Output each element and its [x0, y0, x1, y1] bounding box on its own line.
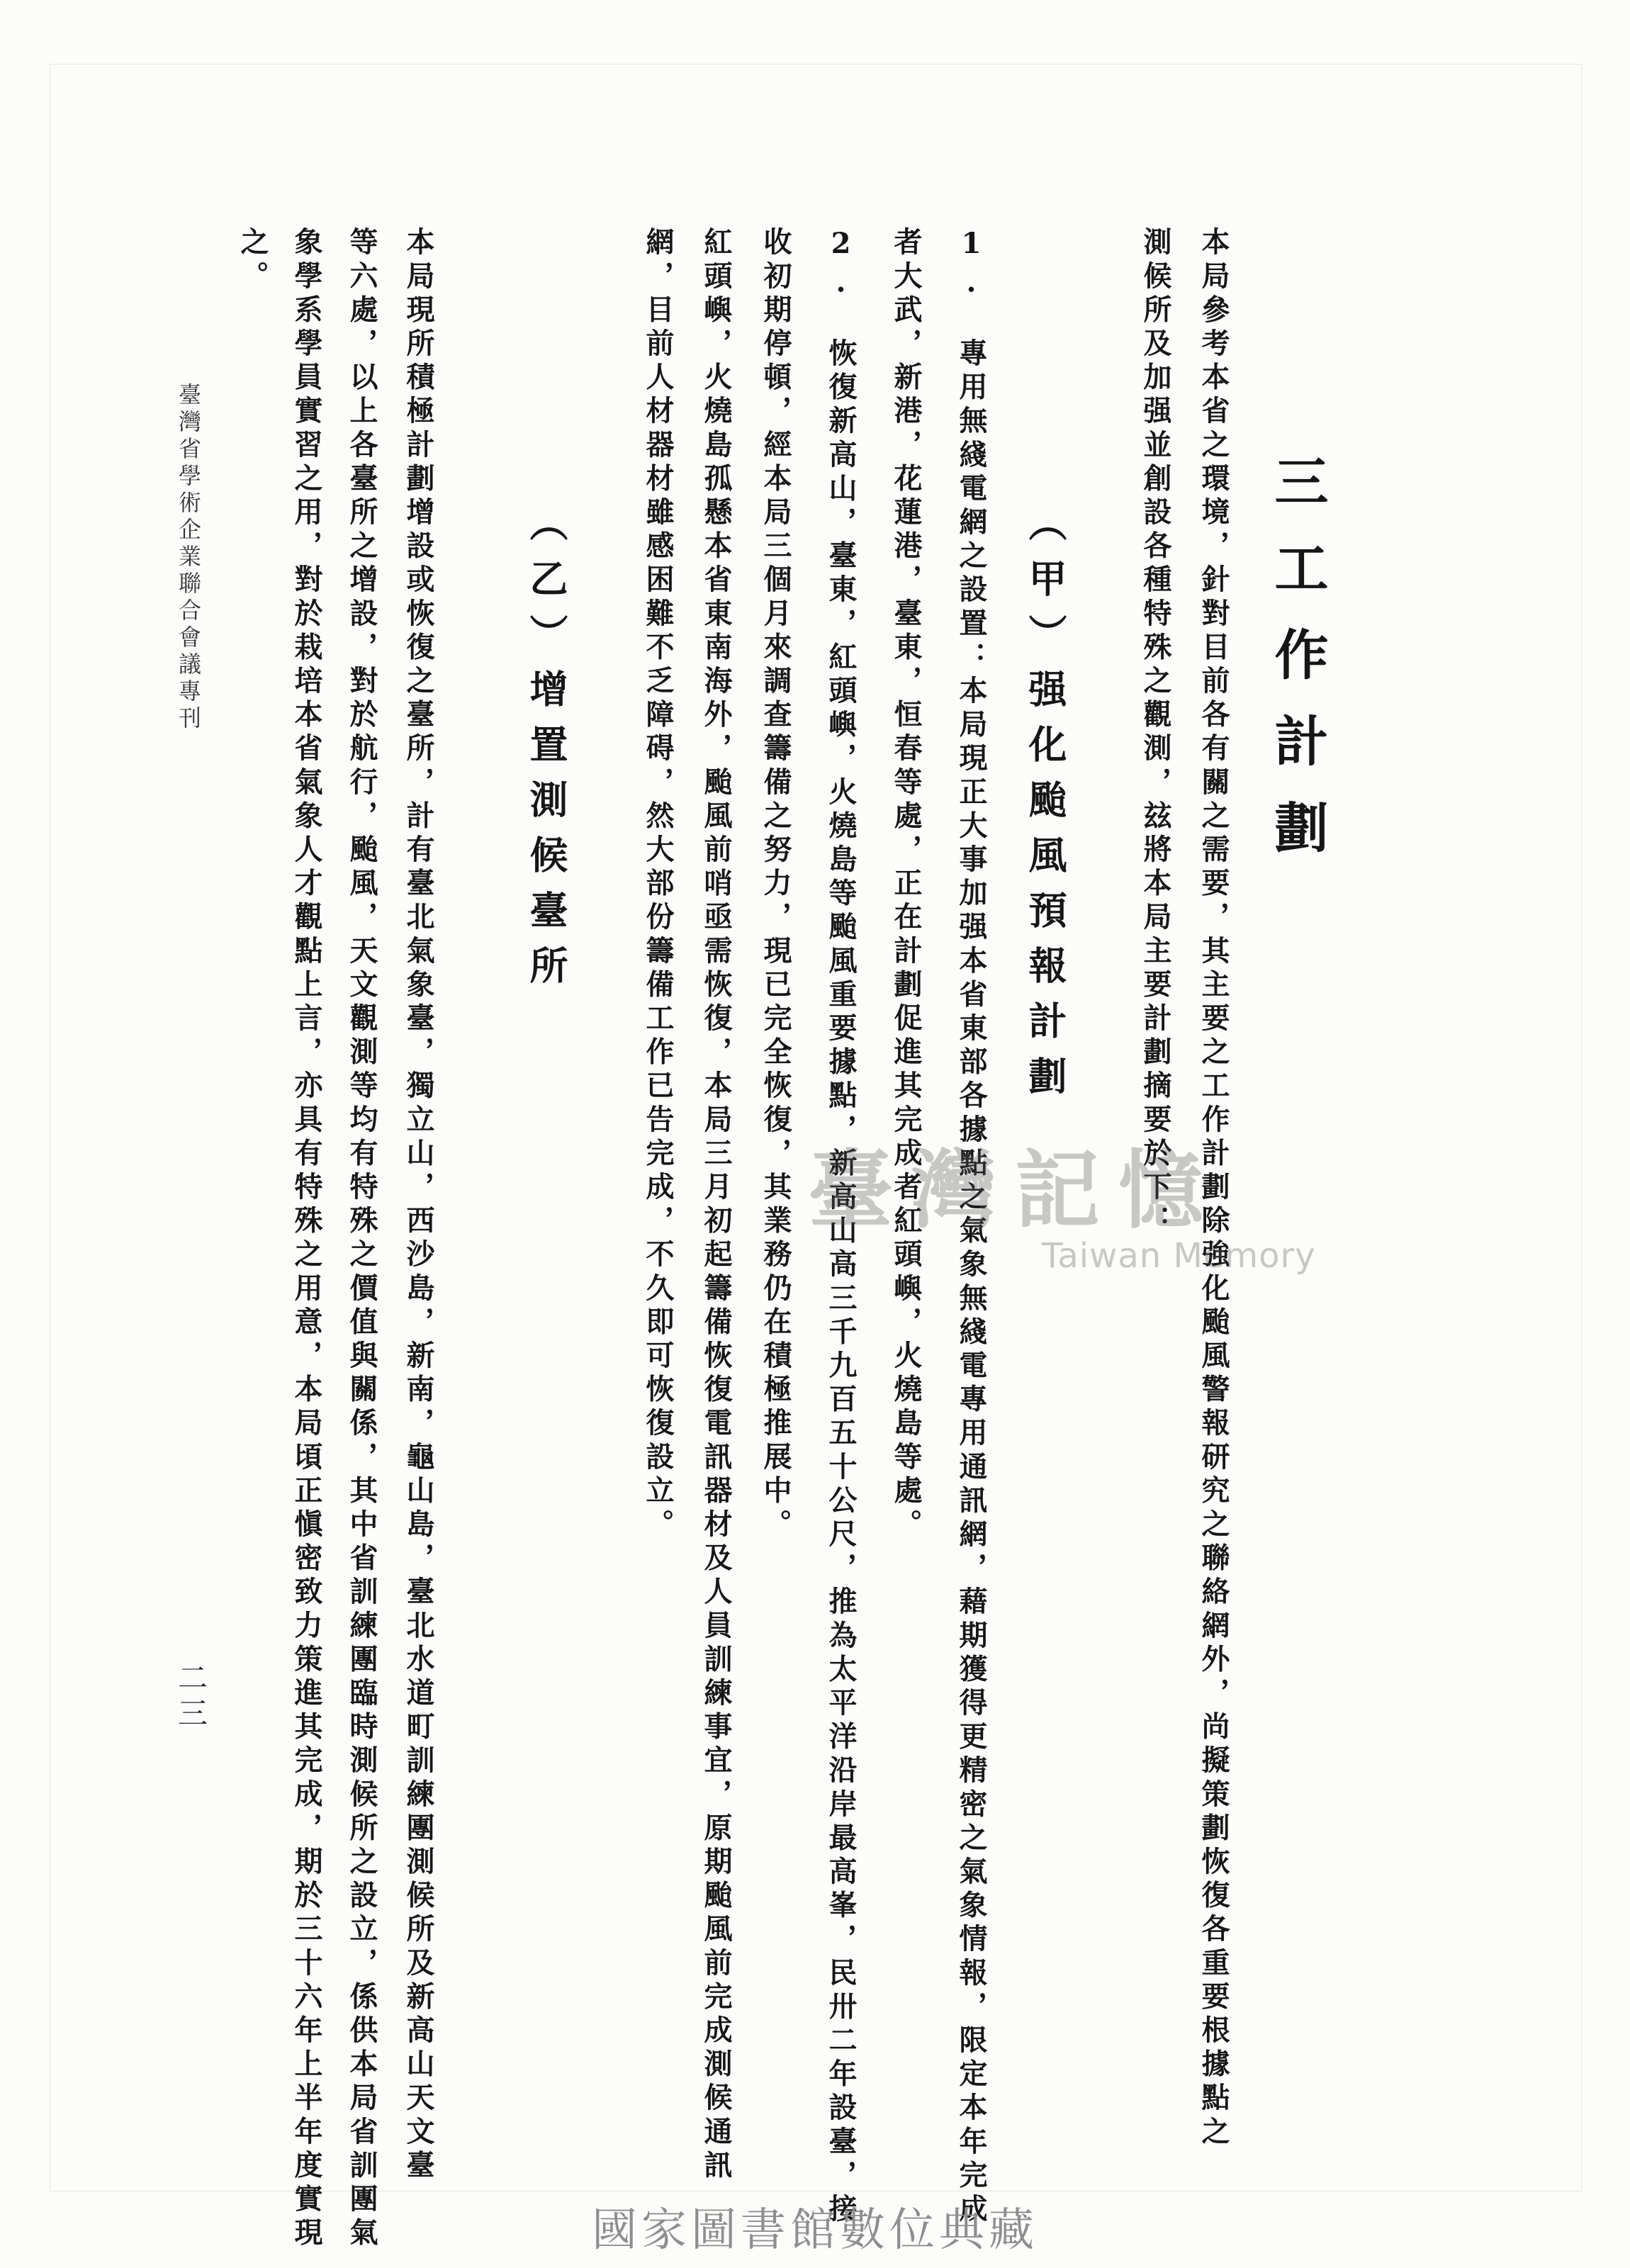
page-number: 二三	[174, 1662, 208, 1733]
intro-line-1: 本局參考本省之環境，針對目前各有關之需要，其主要之工作計劃除強化颱風警報研究之聯絡網外，尚擬策劃恢復各重要根據點之	[1197, 227, 1230, 2150]
subsection-a-line-3: 2. 恢復新高山，臺東，紅頭嶼，火燒島等颱風重要據點，新高山高三千九百五十公尺，推為太平洋沿岸最高峯，民卅二年設臺，接	[824, 227, 858, 2228]
subsection-a-line-1: 1. 專用無綫電網之設置：本局現正大事加强本省東部各據點之氣象無綫電專用通訊網，藉期獲得更精密之氣象情報，限定本年完成	[955, 227, 988, 2228]
intro-line-2: 測候所及加强並創設各種特殊之觀測，玆將本局主要計劃摘要於下：	[1139, 227, 1172, 1239]
subsection-b-line-2: 等六處，以上各臺所之增設，對於航行，颱風，天文觀測等均有特殊之價值與關係，其中省訓練團臨時測候所之設立，係供本局省訓團氣	[345, 227, 378, 2251]
subsection-b-heading: （乙）增置測候臺所	[524, 503, 569, 1001]
subsection-a-heading: （甲）强化颱風預報計劃	[1023, 503, 1068, 1111]
watermark-subtitle: Taiwan Memory	[1042, 1236, 1316, 1276]
watermark-title: 臺灣記憶	[808, 1140, 1222, 1240]
running-footer: 臺灣省學術企業聯合會議專刊	[175, 383, 202, 733]
page-border	[50, 64, 1582, 2191]
subsection-b-line-4: 之。	[236, 227, 269, 295]
subsection-a-line-6: 網，目前人材器材雖感困難不乏障碍，然大部份籌備工作已告完成，不久即可恢復設立。	[641, 227, 675, 1543]
subsection-a-line-5: 紅頭嶼，火燒島孤懸本省東南海外，颱風前哨亟需恢復，本局三月初起籌備恢復電訊器材及人員訓練事宜，原期颱風前完成測候通訊	[699, 227, 733, 2184]
subsection-a-line-2: 者大武，新港，花蓮港，臺東，恒春等處，正在計劃促進其完成者紅頭嶼，火燒島等處。	[889, 227, 923, 1543]
section-title: 三工作計劃	[1266, 454, 1329, 886]
subsection-a-line-4: 收初期停頓，經本局三個月來調查籌備之努力，現已完全恢復，其業務仍在積極推展中。	[759, 227, 792, 1543]
subsection-b-line-3: 象學系學員實習之用，對於栽培本省氣象人才觀點上言，亦具有特殊之用意，本局頃正愼密致力策進其完成，期於三十六年上半年度實現	[290, 227, 323, 2251]
library-footer: 國家圖書館數位典藏	[592, 2204, 1038, 2257]
subsection-b-line-1: 本局現所積極計劃增設或恢復之臺所，計有臺北氣象臺，獨立山，西沙島，新南，龜山島，臺北水道町訓練團測候所及新高山天文臺	[402, 227, 435, 2184]
